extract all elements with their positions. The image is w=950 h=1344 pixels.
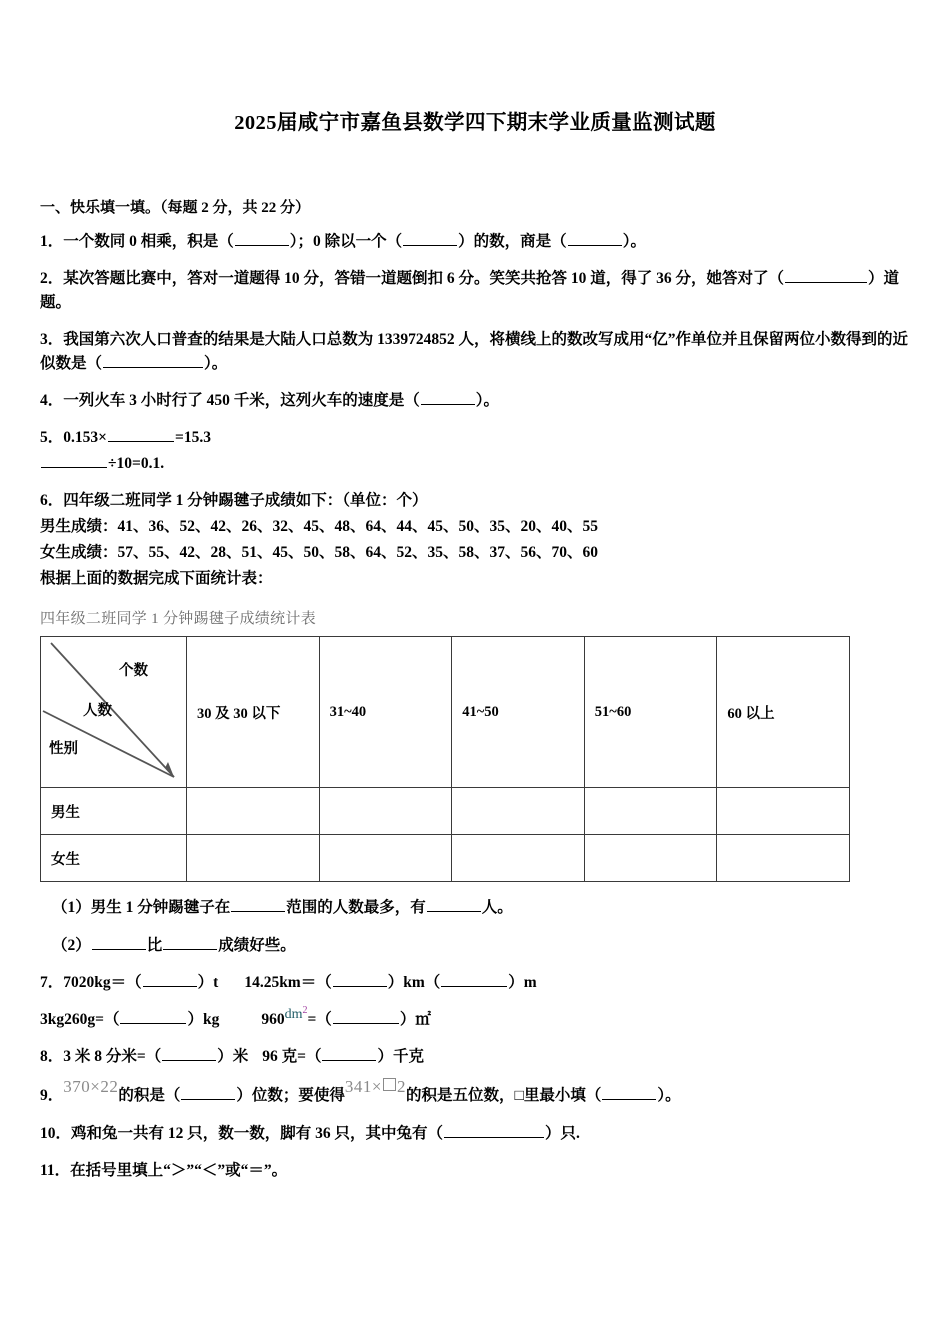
question-1-text-c: ）的数，商是（ [458,233,567,251]
question-4-text-b: ）。 [475,392,500,410]
cell-boys-0[interactable] [187,788,320,835]
answer-blank[interactable] [568,230,622,246]
answer-blank[interactable] [143,972,197,988]
q8-text-b: ）米 [217,1048,249,1066]
sub-1-text-c: 人。 [481,899,513,917]
answer-blank[interactable] [41,453,107,469]
question-7-number: 7． [40,974,64,992]
question-1-number: 1． [40,233,64,251]
q7-text-f: 3kg260g=（ [40,1011,120,1029]
q8-text-c: 96 克=（ [262,1048,322,1066]
question-4-number: 4． [40,392,64,410]
column-header-1: 31~40 [319,637,452,788]
answer-blank[interactable] [441,972,507,988]
answer-blank[interactable] [120,1009,186,1025]
sub-2-text-b: 比 [146,937,163,955]
q10-text-b: ）只. [545,1124,580,1142]
answer-blank[interactable] [92,935,146,951]
q7-text-c: 14.25km＝（ [244,974,332,992]
statistics-table [40,636,850,882]
answer-blank[interactable] [108,427,174,443]
column-header-0: 30 及 30 以下 [187,637,320,788]
row-header-girls: 女生 [41,835,187,882]
question-7-line-2 [40,1005,910,1032]
question-3-text-a: 我国第六次人口普查的结果是大陆人口总数为 1339724852 人，将横线上的数改写成用“亿”作单位并且保留两位小数得到的近似数是（ [40,331,909,373]
column-header-3: 51~60 [584,637,717,788]
q7-text-e: ）m [508,974,537,992]
question-10-number: 10． [40,1124,72,1142]
question-3-text-b: ）。 [204,355,228,373]
question-8-number: 8． [40,1048,64,1066]
question-1-text-b: ）；0 除以一个（ [289,233,403,251]
question-8 [40,1045,910,1069]
question-5-expr-b: =15.3 [174,429,211,447]
question-9 [40,1077,910,1108]
diagonal-header-cell [41,637,187,788]
question-10 [40,1122,910,1146]
question-2-text-a: 某次答题比赛中，答对一道题得 10 分，答错一道题倒扣 6 分。笑笑共抢答 10 道，得了 36 分，她答对了（ [63,270,785,288]
answer-blank[interactable] [403,230,457,246]
cell-boys-1[interactable] [319,788,452,835]
question-4 [40,389,910,413]
formula-suffix: 2 [396,1077,406,1097]
cell-girls-3[interactable] [584,835,717,882]
cell-boys-3[interactable] [584,788,717,835]
column-header-4: 60 以上 [717,637,850,788]
answer-blank[interactable] [785,267,867,283]
question-11 [40,1159,910,1183]
answer-blank[interactable] [103,352,203,368]
table-row [41,788,850,835]
q7-text-j: ）㎡ [399,1011,431,1029]
answer-blank[interactable] [333,972,387,988]
q10-text-a: 鸡和兔一共有 12 只，数一数，脚有 36 只，其中兔有（ [71,1124,444,1142]
formula-prefix: 341× [344,1077,382,1097]
q8-text-a: 3 米 8 分米=（ [63,1048,162,1066]
q8-text-d: ）千克 [377,1048,424,1066]
formula-341x-box-2 [345,1077,406,1096]
question-9-number: 9． [40,1087,64,1105]
question-6-instruction: 根据上面的数据完成下面统计表： [40,570,273,588]
diagonal-lines-icon [41,637,186,787]
question-2-text-b: ）道题。 [40,270,900,312]
table-header-row [41,637,850,788]
corner-label-count: 个数 [119,663,148,680]
question-6-prompt-text: 四年级二班同学 1 分钟踢毽子成绩如下：（单位：个） [63,492,428,510]
q9-text-c: 的积是五位数，□里最小填（ [405,1087,602,1105]
question-1 [40,230,910,254]
q7-text-i: =（ [307,1011,332,1029]
answer-blank[interactable] [602,1085,656,1101]
answer-blank[interactable] [235,230,289,246]
dm-exponent: 2 [302,1005,308,1017]
answer-blank[interactable] [231,897,285,913]
sub-2-text-c: 成绩好些。 [218,937,296,955]
cell-girls-4[interactable] [717,835,850,882]
boys-label: 男生成绩： [40,518,118,536]
answer-blank[interactable] [427,897,481,913]
q9-text-a: 的积是（ [118,1087,181,1105]
question-5-line-2 [40,452,910,476]
girls-label: 女生成绩： [40,544,118,562]
q7-text-h: 960 [261,1011,285,1029]
page-title: 2025届咸宁市嘉鱼县数学四下期末学业质量监测试题 [234,112,716,134]
q9-text-d: ）。 [657,1087,681,1105]
q11-text: 在括号里填上“＞”“＜”或“＝”。 [70,1161,288,1179]
question-3 [40,328,910,376]
cell-boys-2[interactable] [452,788,585,835]
sub-2-text-a: （2） [52,937,91,955]
section-heading-one: 一、快乐填一填。（每题 2 分，共 22 分） [40,199,311,216]
answer-blank[interactable] [333,1009,399,1025]
boys-scores: 41、36、52、42、26、32、45、48、64、44、45、50、35、20、40、55 [117,518,599,536]
sub-1-text-a: （1）男生 1 分钟踢毽子在 [52,899,231,917]
dm-unit: dm [284,1007,303,1023]
answer-blank[interactable] [181,1085,235,1101]
cell-girls-1[interactable] [319,835,452,882]
question-1-text-d: ）。 [622,233,646,251]
q7-text-a: 7020kg＝（ [63,974,142,992]
formula-370x22: 370×22 [63,1077,119,1097]
girls-scores: 57、55、42、28、51、45、50、58、64、52、35、58、37、56、70、60 [117,544,599,562]
cell-girls-2[interactable] [452,835,585,882]
question-6-sub-2 [40,934,910,958]
row-header-boys: 男生 [41,788,187,835]
question-2 [40,267,910,315]
q9-text-b: ）位数；要使得 [236,1087,345,1105]
column-header-2: 41~50 [452,637,585,788]
answer-blank[interactable] [444,1122,544,1138]
q7-text-b: ）t [197,974,219,992]
question-6-prompt [40,489,910,513]
dm-squared-formula [285,1007,308,1022]
corner-label-gender: 性别 [49,741,78,758]
cell-boys-4[interactable] [717,788,850,835]
question-4-text-a: 一列火车 3 小时行了 450 千米，这列火车的速度是（ [63,392,420,410]
question-3-number: 3． [40,331,64,349]
cell-girls-0[interactable] [187,835,320,882]
answer-blank[interactable] [421,390,475,406]
question-5-expr-c: ÷10=0.1. [108,455,165,473]
corner-label-people: 人数 [83,703,112,720]
table-row [41,835,850,882]
question-7-line-1 [40,971,910,995]
sub-1-text-b: 范围的人数最多，有 [286,899,426,917]
q7-text-g: ）kg [187,1011,220,1029]
empty-box-icon [383,1078,396,1091]
answer-blank[interactable] [322,1046,376,1062]
question-5-expr-a: 0.153× [63,429,107,447]
answer-blank[interactable] [163,935,217,951]
question-2-number: 2． [40,270,64,288]
question-6-number: 6． [40,492,64,510]
question-5-line-1 [40,426,910,450]
answer-blank[interactable] [162,1046,216,1062]
q7-text-d: ）km（ [387,974,441,992]
stat-table-caption: 四年级二班同学 1 分钟踢毽子成绩统计表 [40,611,317,628]
question-11-number: 11． [40,1161,71,1179]
question-1-text-a: 一个数同 0 相乘，积是（ [63,233,234,251]
question-6-boys-data [40,515,910,539]
question-6-sub-1 [40,896,910,920]
question-6-girls-data [40,541,910,565]
question-5-number: 5． [40,429,64,447]
